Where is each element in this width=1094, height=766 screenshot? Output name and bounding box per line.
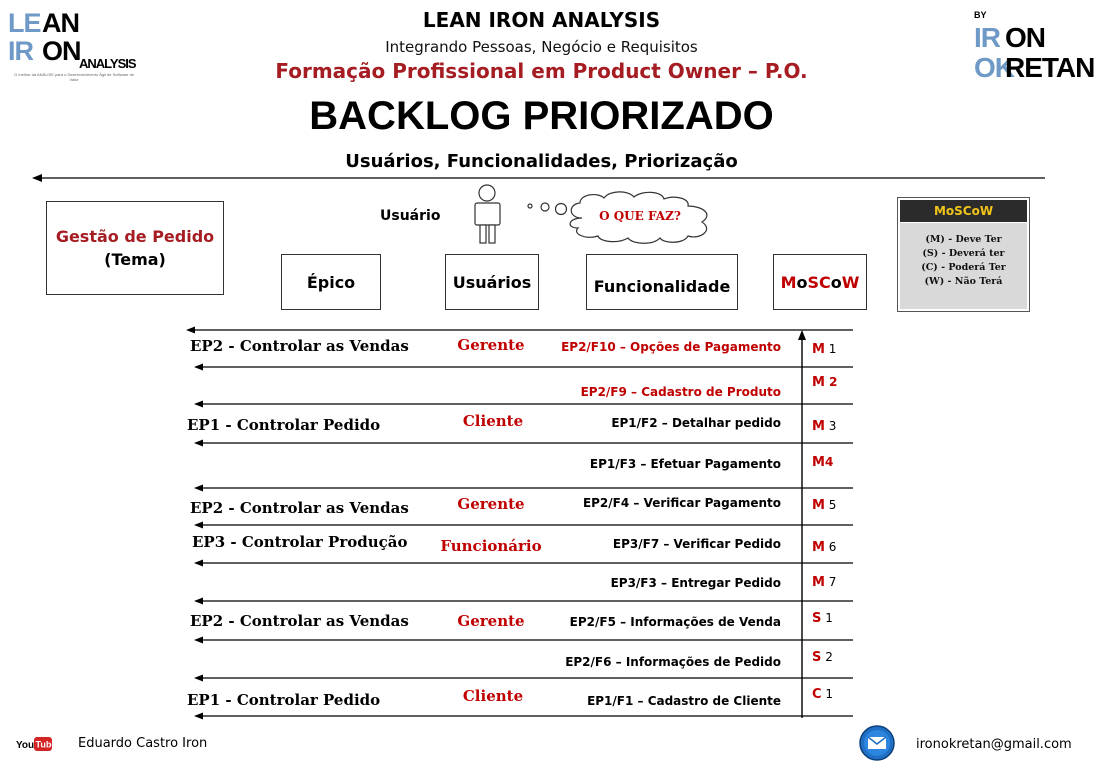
- row-5-prio-letter: M: [812, 498, 825, 513]
- legend-line-should: (S) - Deverá ter: [922, 248, 1005, 259]
- column-usuarios: Usuários: [445, 254, 539, 310]
- row-6-prio-num: 6: [828, 540, 837, 554]
- moscow-o2: o: [830, 272, 842, 292]
- row-7-prio-letter: M: [812, 575, 825, 590]
- row-3-prio-num: 3: [828, 419, 837, 433]
- top-arrow-head: [32, 174, 42, 182]
- row-6-priority: [812, 540, 836, 555]
- row-3-priority: [812, 419, 836, 434]
- page-title: BACKLOG PRIORIZADO: [309, 94, 774, 138]
- priority-axis-head: [798, 330, 806, 340]
- thought-dots-icon: [528, 203, 567, 215]
- row-arrowheads: [186, 327, 203, 720]
- column-epico: Épico: [281, 254, 381, 310]
- legend-title: MoSCoW: [900, 200, 1027, 222]
- row-9-feature: EP2/F6 – Informações de Pedido: [565, 655, 781, 669]
- row-9-priority: [812, 650, 833, 665]
- head-10: [194, 675, 203, 682]
- tema-label: Gestão de Pedido: [55, 227, 215, 246]
- head-6: [194, 522, 203, 529]
- logo-right-on: ON: [1005, 22, 1045, 53]
- tema-sub: (Tema): [104, 250, 166, 269]
- header-subtitle: Integrando Pessoas, Negócio e Requisitos: [385, 38, 698, 56]
- email-link[interactable]: ironokretan@gmail.com: [916, 737, 1072, 752]
- row-9-prio-letter: S: [812, 650, 822, 665]
- thought-text: O QUE FAZ?: [599, 209, 681, 223]
- head-9: [194, 637, 203, 644]
- author-name: Eduardo Castro Iron: [78, 736, 208, 751]
- row-1-epic: EP2 - Controlar as Vendas: [190, 337, 409, 355]
- course-title: Formação Profissional em Product Owner – P.O.: [275, 59, 808, 83]
- head-1: [186, 327, 195, 334]
- moscow-o: o: [796, 272, 808, 292]
- row-1-feature: EP2/F10 – Opções de Pagamento: [561, 340, 781, 354]
- head-3: [194, 401, 203, 408]
- row-7-priority: [812, 575, 836, 590]
- moscow-c: C: [819, 272, 831, 292]
- row-5-feature: EP2/F4 – Verificar Pagamento: [582, 496, 781, 510]
- logo-right-retan: RETAN: [1005, 52, 1094, 83]
- logo-an: AN: [42, 8, 79, 38]
- row-4-prio-letter: M: [812, 455, 825, 470]
- row-7-prio-num: 7: [828, 575, 837, 589]
- row-5-user: Gerente: [457, 495, 525, 513]
- email-icon[interactable]: [859, 725, 895, 761]
- column-moscow: [773, 254, 867, 310]
- row-2-prio-num: 2: [829, 375, 838, 389]
- moscow-m: M: [780, 272, 797, 292]
- row-4-priority: [812, 455, 833, 470]
- section-subtitle: Usuários, Funcionalidades, Priorização: [345, 151, 738, 172]
- row-4-prio-num: 4: [824, 455, 834, 469]
- row-6-user: Funcionário: [440, 537, 542, 555]
- moscow-w: W: [841, 272, 860, 292]
- legend-line-wont: (W) - Não Terá: [924, 276, 1003, 287]
- row-10-prio-letter: C: [812, 687, 822, 702]
- row-3-feature: EP1/F2 – Detalhar pedido: [611, 416, 781, 430]
- legend-line-must: (M) - Deve Ter: [925, 234, 1002, 245]
- row-8-user: Gerente: [457, 612, 525, 630]
- logo-le: LE: [8, 8, 41, 38]
- legend-line-could: (C) - Poderá Ter: [921, 262, 1006, 273]
- row-6-feature: EP3/F7 – Verificar Pedido: [612, 537, 781, 551]
- row-6-epic: EP3 - Controlar Produção: [192, 533, 408, 551]
- head-5: [194, 485, 203, 492]
- svg-text:You: You: [16, 740, 35, 751]
- row-2-prio-letter: M: [812, 375, 825, 390]
- logo-tagline: O melhor da ANÁLISE para o Desenvolvimento Ágil de Software de Valor: [14, 72, 134, 82]
- row-10-feature: EP1/F1 – Cadastro de Cliente: [587, 694, 781, 708]
- row-8-priority: [812, 611, 833, 626]
- header-title: LEAN IRON ANALYSIS: [422, 8, 661, 32]
- head-2: [194, 364, 203, 371]
- logo-analysis: ANALYSIS: [79, 56, 136, 71]
- row-5-priority: [812, 498, 836, 513]
- row-8-prio-num: 1: [825, 611, 833, 625]
- head-11: [194, 713, 203, 720]
- row-10-user: Cliente: [462, 687, 524, 705]
- row-1-user: Gerente: [457, 336, 525, 354]
- row-7-feature: EP3/F3 – Entregar Pedido: [610, 576, 781, 590]
- logo-by: BY: [974, 10, 987, 20]
- row-10-prio-num: 1: [825, 687, 834, 701]
- row-5-epic: EP2 - Controlar as Vendas: [190, 499, 409, 517]
- usuario-label: Usuário: [380, 208, 441, 224]
- row-8-epic: EP2 - Controlar as Vendas: [190, 612, 409, 630]
- svg-text:Tube: Tube: [35, 739, 57, 750]
- row-1-priority: [812, 342, 836, 357]
- row-2-feature: EP2/F9 – Cadastro de Produto: [580, 385, 781, 399]
- head-8: [194, 598, 203, 605]
- row-4-feature: EP1/F3 – Efetuar Pagamento: [589, 457, 781, 471]
- row-2-priority: [812, 375, 837, 390]
- row-10-priority: [812, 687, 833, 702]
- row-8-prio-letter: S: [812, 611, 822, 626]
- youtube-icon[interactable]: [16, 736, 57, 752]
- row-3-user: Cliente: [462, 412, 524, 430]
- row-10-epic: EP1 - Controlar Pedido: [187, 691, 381, 709]
- row-3-prio-letter: M: [812, 419, 825, 434]
- logo-right-ir: IR: [974, 22, 1000, 53]
- tema-box: [46, 201, 224, 295]
- row-6-prio-letter: M: [812, 540, 825, 555]
- user-person-icon: [475, 185, 500, 243]
- head-4: [194, 440, 203, 447]
- row-1-prio-num: 1: [828, 342, 837, 356]
- row-8-feature: EP2/F5 – Informações de Venda: [569, 615, 781, 629]
- row-9-prio-num: 2: [825, 650, 833, 664]
- legend-body: [900, 223, 1027, 309]
- logo-right-ok: OK: [974, 52, 1014, 83]
- moscow-s: S: [807, 272, 820, 292]
- head-7: [194, 560, 203, 567]
- row-3-epic: EP1 - Controlar Pedido: [187, 416, 381, 434]
- logo-ir: IR: [8, 36, 33, 66]
- column-funcionalidade: Funcionalidade: [586, 254, 738, 310]
- moscow-legend: [897, 197, 1030, 312]
- row-1-prio-letter: M: [812, 342, 825, 357]
- logo-on: ON: [42, 36, 81, 66]
- row-5-prio-num: 5: [828, 498, 837, 512]
